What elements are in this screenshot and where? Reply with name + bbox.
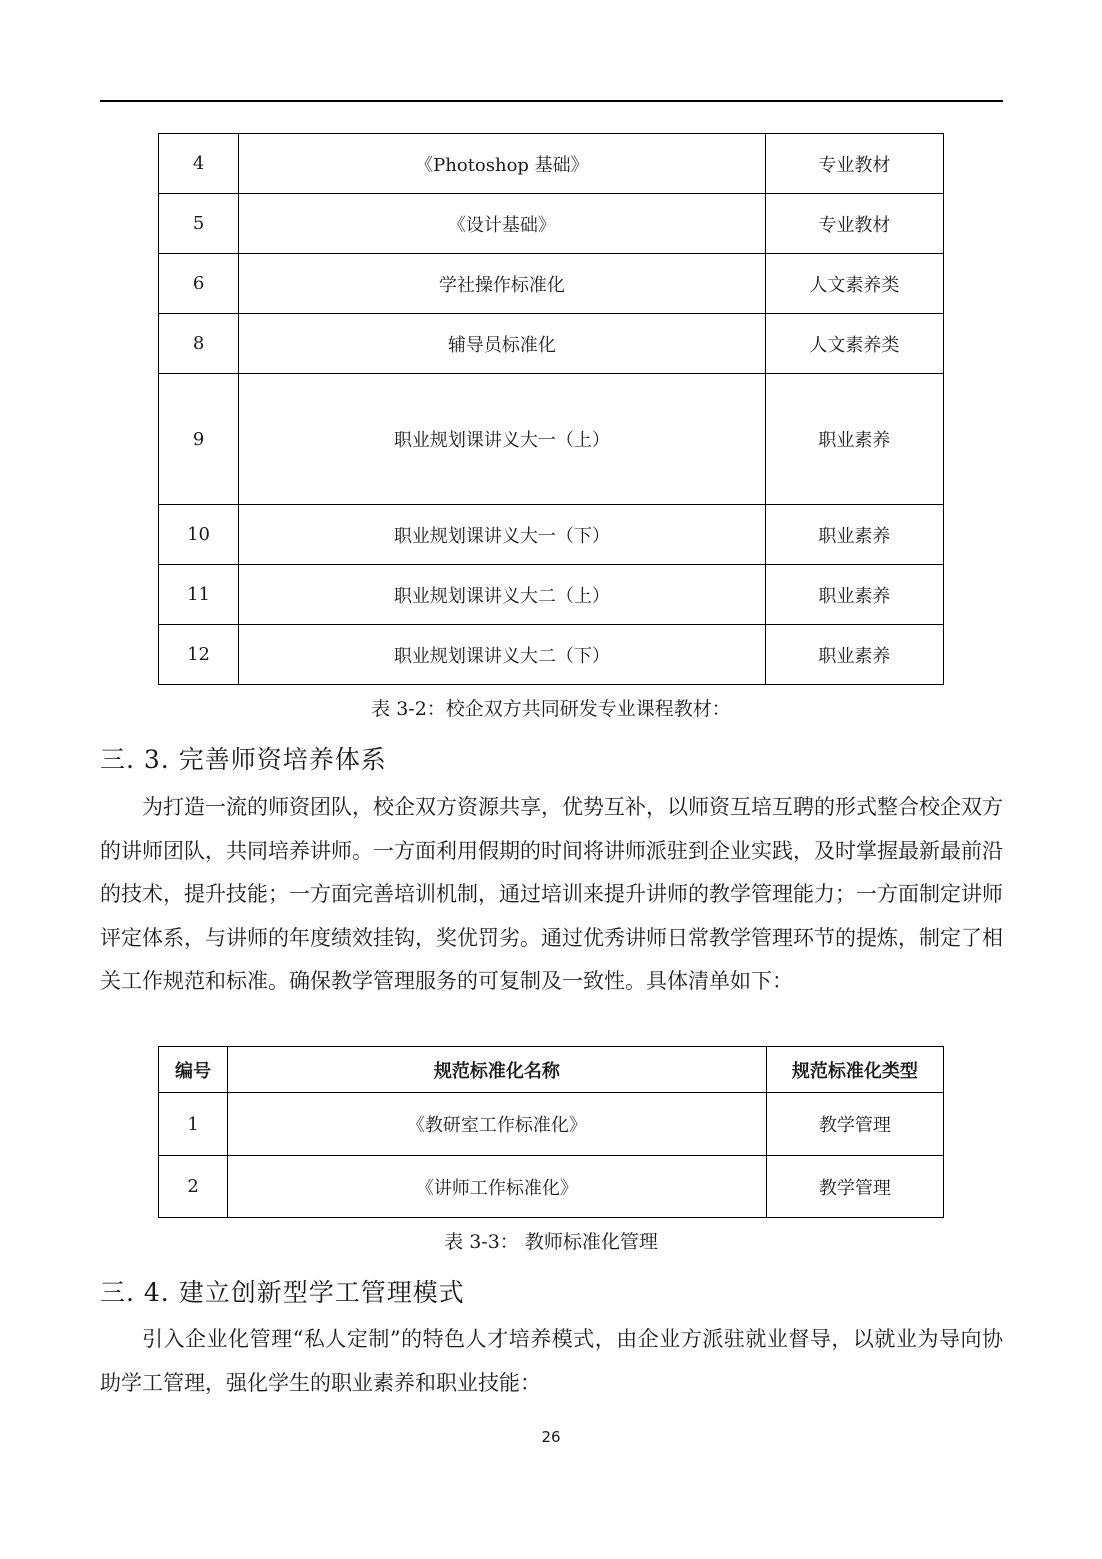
header-type: 规范标准化类型 bbox=[766, 1047, 943, 1093]
table1-caption: 表 3-2：校企双方共同研发专业课程教材： bbox=[371, 698, 731, 720]
textbook-type: 人文素养类 bbox=[765, 254, 943, 314]
row-number: 6 bbox=[159, 254, 239, 314]
table-row bbox=[159, 254, 944, 314]
header-no: 编号 bbox=[159, 1047, 228, 1093]
section-3-4-heading: 三. 4. 建立创新型学工管理模式 bbox=[100, 1278, 465, 1307]
textbook-type: 职业素养 bbox=[765, 565, 943, 625]
textbook-name: 《设计基础》 bbox=[239, 194, 766, 254]
textbook-type: 职业素养 bbox=[765, 625, 943, 685]
section-3-3-paragraph: 为打造一流的师资团队，校企双方资源共享，优势互补，以师资互培互聘的形式整合校企双方的讲师团队，共同培养讲师。一方面利用假期的时间将讲师派驻到企业实践，及时掌握最新最前沿的技术，提升技能；一方面完善培训机制，通过培训来提升讲师的教学管理能力；一方面制定讲师评定体系，与讲师的年度绩效挂钩，奖优罚劣。通过优秀讲师日常教学管理环节的提炼，制定了相关工作规范和标准。确保教学管理服务的可复制及一致性。具体清单如下： bbox=[100, 795, 1003, 993]
textbook-type: 专业教材 bbox=[765, 134, 943, 194]
textbook-type: 职业素养 bbox=[765, 374, 943, 505]
textbook-name: 职业规划课讲义大一（上） bbox=[239, 374, 766, 505]
table-row bbox=[159, 374, 944, 505]
section-3-4-paragraph: 引入企业化管理“私人定制”的特色人才培养模式，由企业方派驻就业督导，以就业为导向协助学工管理，强化学生的职业素养和职业技能： bbox=[100, 1327, 1003, 1395]
standard-name: 《教研室工作标准化》 bbox=[228, 1093, 767, 1156]
row-number: 4 bbox=[159, 134, 239, 194]
table-row bbox=[159, 505, 944, 565]
row-number: 1 bbox=[159, 1093, 228, 1156]
section-3-3-heading: 三. 3. 完善师资培养体系 bbox=[100, 745, 387, 774]
row-number: 9 bbox=[159, 374, 239, 505]
table2-caption: 表 3-3： 教师标准化管理 bbox=[444, 1231, 658, 1253]
row-number: 12 bbox=[159, 625, 239, 685]
page-number: 26 bbox=[541, 1428, 561, 1446]
textbook-type: 人文素养类 bbox=[765, 314, 943, 374]
table-row bbox=[159, 1093, 944, 1156]
row-number: 8 bbox=[159, 314, 239, 374]
table-row bbox=[159, 194, 944, 254]
textbook-type: 专业教材 bbox=[765, 194, 943, 254]
textbook-type: 职业素养 bbox=[765, 505, 943, 565]
table-header-row bbox=[159, 1047, 944, 1093]
table-row bbox=[159, 314, 944, 374]
standard-type: 教学管理 bbox=[766, 1156, 943, 1218]
standardization-table bbox=[158, 1046, 944, 1218]
row-number: 2 bbox=[159, 1156, 228, 1218]
header-rule bbox=[100, 100, 1003, 102]
standard-name: 《讲师工作标准化》 bbox=[228, 1156, 767, 1218]
row-number: 5 bbox=[159, 194, 239, 254]
textbook-name: 职业规划课讲义大一（下） bbox=[239, 505, 766, 565]
table-row bbox=[159, 134, 944, 194]
textbook-name: 辅导员标准化 bbox=[239, 314, 766, 374]
row-number: 10 bbox=[159, 505, 239, 565]
textbook-name: 《Photoshop 基础》 bbox=[239, 134, 766, 194]
textbook-name: 职业规划课讲义大二（下） bbox=[239, 625, 766, 685]
textbook-name: 学社操作标准化 bbox=[239, 254, 766, 314]
table-row bbox=[159, 1156, 944, 1218]
header-name: 规范标准化名称 bbox=[228, 1047, 767, 1093]
standard-type: 教学管理 bbox=[766, 1093, 943, 1156]
textbook-table bbox=[158, 133, 944, 685]
row-number: 11 bbox=[159, 565, 239, 625]
table-row bbox=[159, 565, 944, 625]
table-row bbox=[159, 625, 944, 685]
textbook-name: 职业规划课讲义大二（上） bbox=[239, 565, 766, 625]
